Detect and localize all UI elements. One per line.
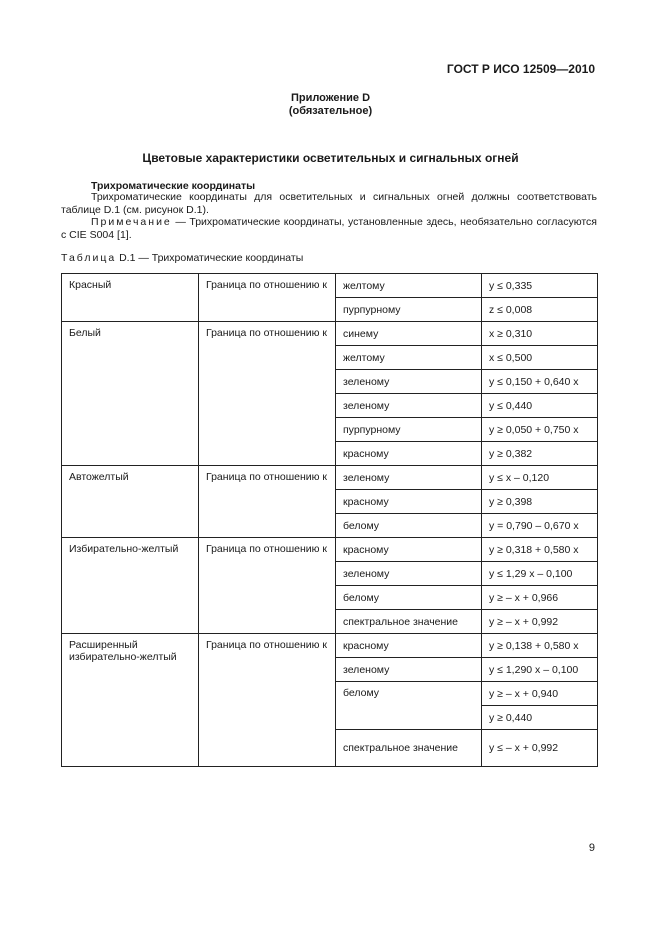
boundary-equation: y ≥ 0,138 + 0,580 x [482,634,598,658]
boundary-ref: красному [336,442,482,466]
boundary-ref: зеленому [336,466,482,490]
boundary-equation: y = 0,790 – 0,670 x [482,514,598,538]
table-caption-label: Таблица [61,252,117,264]
boundary-ref: зеленому [336,562,482,586]
boundary-ref: синему [336,322,482,346]
table-caption-text: D.1 — Трихроматические координаты [116,252,304,264]
document-code: ГОСТ Р ИСО 12509—2010 [446,62,595,76]
boundary-equation: y ≥ – x + 0,940 [482,682,598,706]
color-name: Расширенный избирательно-желтый [62,634,199,767]
chromaticity-table [61,273,598,767]
boundary-label: Граница по отношению к [199,322,336,466]
table-caption [61,252,303,264]
boundary-ref: красному [336,490,482,514]
boundary-equation: x ≤ 0,500 [482,346,598,370]
color-name: Красный [62,274,199,322]
boundary-equation: y ≥ 0,318 + 0,580 x [482,538,598,562]
boundary-ref: желтому [336,274,482,298]
boundary-equation: y ≤ 1,290 x – 0,100 [482,658,598,682]
boundary-label: Граница по отношению к [199,274,336,322]
table-row [62,274,598,298]
boundary-label: Граница по отношению к [199,538,336,634]
color-name: Избирательно-желтый [62,538,199,634]
boundary-ref: зеленому [336,394,482,418]
appendix-subtitle: (обязательное) [288,105,373,117]
boundary-equation: y ≤ 0,440 [482,394,598,418]
note [61,216,597,242]
boundary-ref: красному [336,538,482,562]
boundary-ref: спектральное значение [336,610,482,634]
boundary-ref: пурпурному [336,418,482,442]
table-row [62,322,598,346]
boundary-ref: зеленому [336,658,482,682]
boundary-equation: x ≥ 0,310 [482,322,598,346]
boundary-equation: y ≥ 0,050 + 0,750 x [482,418,598,442]
boundary-ref: зеленому [336,370,482,394]
boundary-ref: пурпурному [336,298,482,322]
boundary-ref: красному [336,634,482,658]
boundary-equation: y ≥ 0,398 [482,490,598,514]
page-title: Цветовые характеристики осветительных и сигнальных огней [142,151,519,165]
boundary-equation: y ≤ 0,335 [482,274,598,298]
color-name: Белый [62,322,199,466]
boundary-ref: желтому [336,346,482,370]
section-heading: Трихроматические координаты [91,180,256,192]
note-text: — Трихроматические координаты, установленные здесь, необязательно согласуются с CIE S004 [1]. [61,216,597,241]
boundary-label: Граница по отношению к [199,634,336,767]
table-row [62,538,598,562]
boundary-ref: спектральное значение [336,730,482,767]
boundary-equation: y ≤ – x + 0,992 [482,730,598,767]
boundary-equation: y ≥ 0,382 [482,442,598,466]
boundary-equation: y ≤ 0,150 + 0,640 x [482,370,598,394]
page-number: 9 [588,842,595,854]
note-label: Примечание [91,216,172,228]
boundary-label: Граница по отношению к [199,466,336,538]
boundary-ref: белому [336,514,482,538]
color-name: Автожелтый [62,466,199,538]
table-row [62,466,598,490]
appendix-title: Приложение D [290,92,371,104]
boundary-ref: белому [336,682,482,730]
boundary-equation: y ≤ 1,29 x – 0,100 [482,562,598,586]
boundary-equation: y ≤ x – 0,120 [482,466,598,490]
boundary-equation: z ≤ 0,008 [482,298,598,322]
boundary-ref: белому [336,586,482,610]
boundary-equation: y ≥ – x + 0,992 [482,610,598,634]
boundary-equation: y ≥ – x + 0,966 [482,586,598,610]
table-row [62,634,598,658]
boundary-equation: y ≥ 0,440 [482,706,598,730]
section-paragraph: Трихроматические координаты для осветительных и сигнальных огней должны соответствовать таблице D.1 (см. рисунок D.1). [61,191,597,216]
